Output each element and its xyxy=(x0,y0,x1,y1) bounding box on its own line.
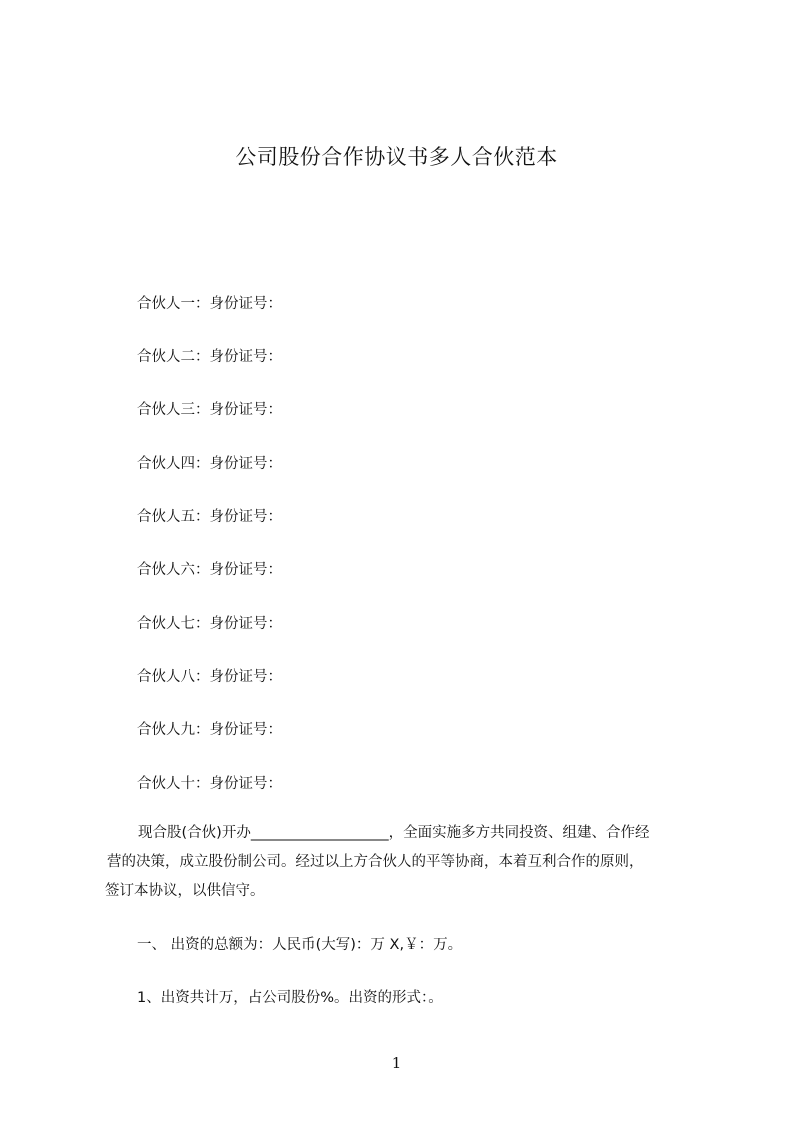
page-number: 1 xyxy=(391,1054,402,1072)
partner-line-4: 合伙人四：身份证号： xyxy=(137,456,282,472)
partner-line-7: 合伙人七：身份证号： xyxy=(137,616,282,632)
partner-line-9: 合伙人九：身份证号： xyxy=(137,722,282,738)
intro-paragraph xyxy=(105,819,705,906)
intro-line-1: 现合股(合伙)开办___________________，全面实施多方共同投资、组建、合作经 xyxy=(138,825,650,841)
partner-line-8: 合伙人八：身份证号： xyxy=(137,669,282,685)
section-heading-1: 一、 出资的总额为：人民币(大写)：万 X,￥：万。 xyxy=(137,937,463,953)
intro-line-3: 签订本协议，以供信守。 xyxy=(105,883,265,899)
intro-line-2: 营的决策，成立股份制公司。经过以上方合伙人的平等协商，本着互利合作的原则， xyxy=(107,854,644,870)
partner-line-2: 合伙人二：身份证号： xyxy=(137,349,282,365)
partner-line-6: 合伙人六：身份证号： xyxy=(137,562,282,578)
partner-line-3: 合伙人三：身份证号： xyxy=(137,402,282,418)
document-title: 公司股份合作协议书多人合伙范本 xyxy=(235,145,558,169)
clause-1: 1、出资共计万，占公司股份%。出资的形式：。 xyxy=(137,990,443,1006)
partner-line-10: 合伙人十：身份证号： xyxy=(137,776,282,792)
partner-line-5: 合伙人五：身份证号： xyxy=(137,509,282,525)
partner-line-1: 合伙人一：身份证号： xyxy=(137,296,282,312)
